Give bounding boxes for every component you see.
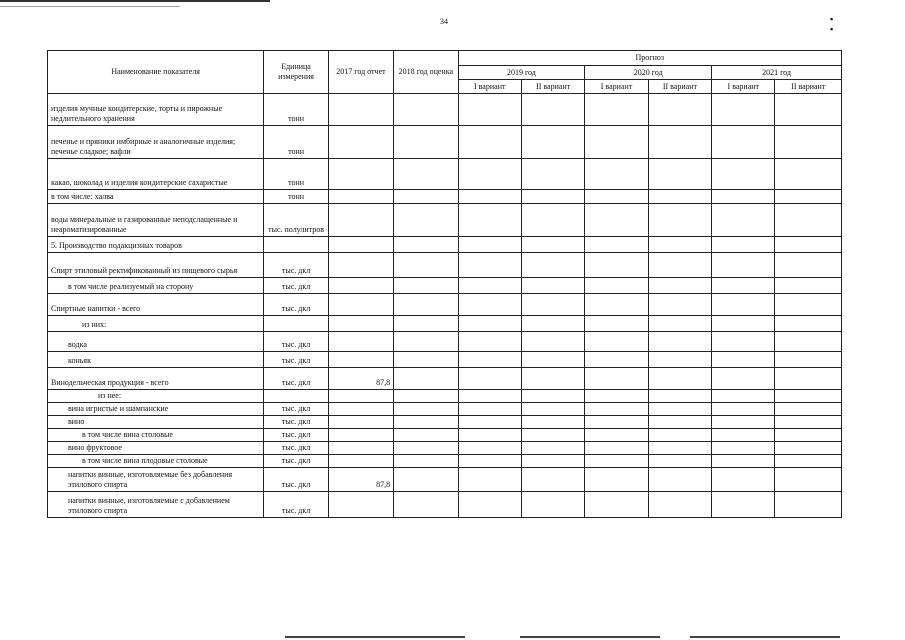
header-2021-v2: II вариант [775,80,842,94]
row-value-2017 [328,126,393,159]
row-unit: тыс. дкл [264,492,328,518]
table-row [48,126,842,159]
row-unit: тыс. дкл [264,442,328,455]
row-empty-cell [394,159,458,190]
row-value-2017 [328,332,393,352]
table-row [48,416,842,429]
row-empty-cell [521,368,584,390]
forecast-table [47,50,842,518]
row-empty-cell [712,278,775,294]
row-empty-cell [775,159,842,190]
row-empty-cell [394,403,458,416]
row-empty-cell [394,94,458,126]
row-unit [264,316,328,332]
table-row [48,294,842,316]
row-value-2017 [328,403,393,416]
row-empty-cell [648,429,711,442]
row-empty-cell [521,429,584,442]
row-empty-cell [585,94,648,126]
row-empty-cell [585,253,648,278]
row-name: вина игристые и шампанские [48,403,264,416]
row-empty-cell [521,416,584,429]
table-row [48,468,842,492]
row-empty-cell [775,416,842,429]
row-value-2017 [328,94,393,126]
row-empty-cell [458,429,521,442]
row-empty-cell [712,492,775,518]
row-empty-cell [775,94,842,126]
row-empty-cell [394,429,458,442]
row-empty-cell [648,442,711,455]
row-empty-cell [712,332,775,352]
row-empty-cell [648,237,711,253]
row-empty-cell [648,316,711,332]
row-empty-cell [712,429,775,442]
row-name: коньяк [48,352,264,368]
row-name: вино фруктовое [48,442,264,455]
row-empty-cell [775,316,842,332]
row-empty-cell [521,468,584,492]
row-empty-cell [712,368,775,390]
row-value-2017 [328,294,393,316]
row-empty-cell [775,204,842,237]
row-empty-cell [712,204,775,237]
row-empty-cell [585,126,648,159]
table-row [48,455,842,468]
row-name: в том числе вина плодовые столовые [48,455,264,468]
row-empty-cell [394,278,458,294]
header-2020-v1: I вариант [585,80,648,94]
row-empty-cell [394,416,458,429]
row-empty-cell [648,204,711,237]
row-empty-cell [712,126,775,159]
row-name: какао, шоколад и изделия кондитерские сахаристые [48,159,264,190]
row-empty-cell [648,278,711,294]
row-empty-cell [712,237,775,253]
row-empty-cell [648,368,711,390]
row-empty-cell [585,429,648,442]
row-empty-cell [775,390,842,403]
row-empty-cell [585,237,648,253]
row-unit: тонн [264,94,328,126]
row-value-2017 [328,190,393,204]
row-empty-cell [648,294,711,316]
row-empty-cell [648,468,711,492]
row-empty-cell [458,159,521,190]
row-empty-cell [394,253,458,278]
row-empty-cell [585,352,648,368]
row-value-2017 [328,442,393,455]
header-unit: Единица измерения [264,51,328,94]
row-empty-cell [585,492,648,518]
row-empty-cell [712,468,775,492]
row-empty-cell [712,294,775,316]
row-value-2017: 87,8 [328,368,393,390]
row-empty-cell [521,204,584,237]
row-empty-cell [394,237,458,253]
row-name: напитки винные, изготовляемые с добавлением этилового спирта [48,492,264,518]
row-empty-cell [712,253,775,278]
row-unit: тыс. дкл [264,468,328,492]
row-empty-cell [458,332,521,352]
table-row [48,390,842,403]
row-value-2017 [328,390,393,403]
row-empty-cell [775,492,842,518]
row-empty-cell [775,294,842,316]
row-empty-cell [585,159,648,190]
table-row [48,403,842,416]
row-empty-cell [775,253,842,278]
row-empty-cell [394,316,458,332]
scan-top-rule-thin [0,6,180,7]
row-empty-cell [394,368,458,390]
header-2019: 2019 год [458,66,585,80]
row-unit [264,390,328,403]
row-value-2017 [328,237,393,253]
header-2018: 2018 год оценка [394,51,458,94]
row-name: вино [48,416,264,429]
row-empty-cell [585,368,648,390]
row-value-2017 [328,253,393,278]
row-value-2017 [328,492,393,518]
row-name: из нее: [48,390,264,403]
row-empty-cell [458,390,521,403]
row-empty-cell [394,332,458,352]
row-unit: тыс. дкл [264,429,328,442]
row-empty-cell [585,403,648,416]
row-empty-cell [521,390,584,403]
header-2019-v2: II вариант [521,80,584,94]
row-name: напитки винные, изготовляемые без добавления этилового спирта [48,468,264,492]
row-empty-cell [458,468,521,492]
row-empty-cell [394,390,458,403]
row-empty-cell [775,126,842,159]
row-empty-cell [458,492,521,518]
row-empty-cell [585,332,648,352]
row-name: в том числе: халва [48,190,264,204]
row-empty-cell [521,237,584,253]
scan-bottom-rule [690,636,840,638]
row-empty-cell [585,455,648,468]
row-empty-cell [648,94,711,126]
scan-bottom-rule [520,636,660,638]
row-empty-cell [648,190,711,204]
row-empty-cell [775,278,842,294]
row-empty-cell [648,352,711,368]
row-empty-cell [521,332,584,352]
row-unit: тыс. дкл [264,403,328,416]
header-forecast: Прогноз [458,51,841,66]
row-empty-cell [521,352,584,368]
row-empty-cell [712,159,775,190]
row-empty-cell [712,390,775,403]
row-empty-cell [775,352,842,368]
row-empty-cell [712,94,775,126]
row-empty-cell [775,237,842,253]
row-empty-cell [585,204,648,237]
row-empty-cell [585,190,648,204]
row-empty-cell [775,332,842,352]
row-empty-cell [775,455,842,468]
row-value-2017 [328,429,393,442]
row-unit: тыс. дкл [264,352,328,368]
header-name: Наименование показателя [48,51,264,94]
row-empty-cell [458,253,521,278]
row-empty-cell [648,332,711,352]
row-name: в том числе реализуемый на сторону [48,278,264,294]
row-empty-cell [585,416,648,429]
row-empty-cell [648,253,711,278]
row-value-2017 [328,455,393,468]
row-unit: тыс. дкл [264,253,328,278]
table-row [48,204,842,237]
row-empty-cell [775,403,842,416]
row-unit [264,237,328,253]
row-empty-cell [521,403,584,416]
corner-marks: ▪ ▪ [830,14,864,34]
table-row [48,190,842,204]
row-name: Спиртные напитки - всего [48,294,264,316]
row-name: в том числе вина столовые [48,429,264,442]
table-row [48,278,842,294]
row-empty-cell [521,159,584,190]
row-empty-cell [458,316,521,332]
row-empty-cell [394,190,458,204]
row-empty-cell [521,294,584,316]
row-empty-cell [458,294,521,316]
row-empty-cell [458,368,521,390]
row-empty-cell [585,390,648,403]
header-2019-v1: I вариант [458,80,521,94]
table-row [48,316,842,332]
row-empty-cell [775,468,842,492]
row-empty-cell [458,204,521,237]
row-empty-cell [585,442,648,455]
row-empty-cell [458,278,521,294]
row-unit: тыс. полулитров [264,204,328,237]
row-empty-cell [458,455,521,468]
row-name: печенье и пряники имбирные и аналогичные изделия; печенье сладкое; вафли [48,126,264,159]
row-name: воды минеральные и газированные неподслащенные и неароматизированные [48,204,264,237]
table-row [48,492,842,518]
row-value-2017 [328,159,393,190]
header-2017: 2017 год отчет [328,51,393,94]
page-number: 34 [440,17,448,26]
row-empty-cell [458,237,521,253]
row-empty-cell [712,316,775,332]
table-row [48,237,842,253]
table-row [48,429,842,442]
table-row [48,253,842,278]
row-unit: тыс. дкл [264,278,328,294]
row-value-2017 [328,316,393,332]
row-empty-cell [521,316,584,332]
header-2021: 2021 год [712,66,842,80]
row-unit: тонн [264,190,328,204]
row-empty-cell [394,468,458,492]
table-row [48,352,842,368]
row-empty-cell [394,455,458,468]
row-empty-cell [712,442,775,455]
row-value-2017 [328,204,393,237]
row-empty-cell [712,403,775,416]
header-2020-v2: II вариант [648,80,711,94]
row-empty-cell [521,126,584,159]
row-value-2017 [328,416,393,429]
row-value-2017: 87,8 [328,468,393,492]
row-unit: тыс. дкл [264,332,328,352]
row-empty-cell [648,403,711,416]
row-empty-cell [585,468,648,492]
table-row [48,368,842,390]
row-empty-cell [394,492,458,518]
scan-top-rule [0,0,270,2]
row-empty-cell [458,126,521,159]
row-unit: тыс. дкл [264,455,328,468]
row-name: из них: [48,316,264,332]
row-empty-cell [712,455,775,468]
row-empty-cell [521,253,584,278]
table-row [48,442,842,455]
row-empty-cell [521,94,584,126]
row-empty-cell [775,442,842,455]
row-name: водка [48,332,264,352]
row-empty-cell [394,294,458,316]
row-empty-cell [775,368,842,390]
row-empty-cell [648,159,711,190]
row-empty-cell [648,390,711,403]
row-empty-cell [458,442,521,455]
row-empty-cell [458,352,521,368]
row-empty-cell [458,416,521,429]
table-row [48,332,842,352]
row-empty-cell [648,126,711,159]
table-row [48,94,842,126]
row-empty-cell [585,294,648,316]
row-empty-cell [585,278,648,294]
table-row [48,159,842,190]
row-name: Спирт этиловый ректификованный из пищевого сырья [48,253,264,278]
row-unit: тонн [264,126,328,159]
row-unit: тыс. дкл [264,294,328,316]
row-unit: тыс. дкл [264,416,328,429]
row-empty-cell [394,352,458,368]
header-2021-v1: I вариант [712,80,775,94]
row-empty-cell [712,416,775,429]
row-empty-cell [394,126,458,159]
row-empty-cell [585,316,648,332]
row-empty-cell [458,403,521,416]
scan-bottom-rule [285,636,465,638]
row-empty-cell [458,94,521,126]
row-value-2017 [328,278,393,294]
row-unit: тонн [264,159,328,190]
row-empty-cell [712,352,775,368]
row-value-2017 [328,352,393,368]
row-empty-cell [394,204,458,237]
row-empty-cell [458,190,521,204]
row-empty-cell [648,455,711,468]
row-empty-cell [394,442,458,455]
row-unit: тыс. дкл [264,368,328,390]
row-empty-cell [521,455,584,468]
row-empty-cell [712,190,775,204]
row-empty-cell [521,442,584,455]
row-empty-cell [775,190,842,204]
row-empty-cell [521,492,584,518]
row-empty-cell [648,492,711,518]
row-empty-cell [521,278,584,294]
table-body [48,94,842,518]
row-empty-cell [521,190,584,204]
row-name: Винодельческая продукция - всего [48,368,264,390]
row-name: 5. Производство подакцизных товаров [48,237,264,253]
header-2020: 2020 год [585,66,712,80]
row-name: изделия мучные кондитерские, торты и пирожные недлительного хранения [48,94,264,126]
row-empty-cell [775,429,842,442]
row-empty-cell [648,416,711,429]
